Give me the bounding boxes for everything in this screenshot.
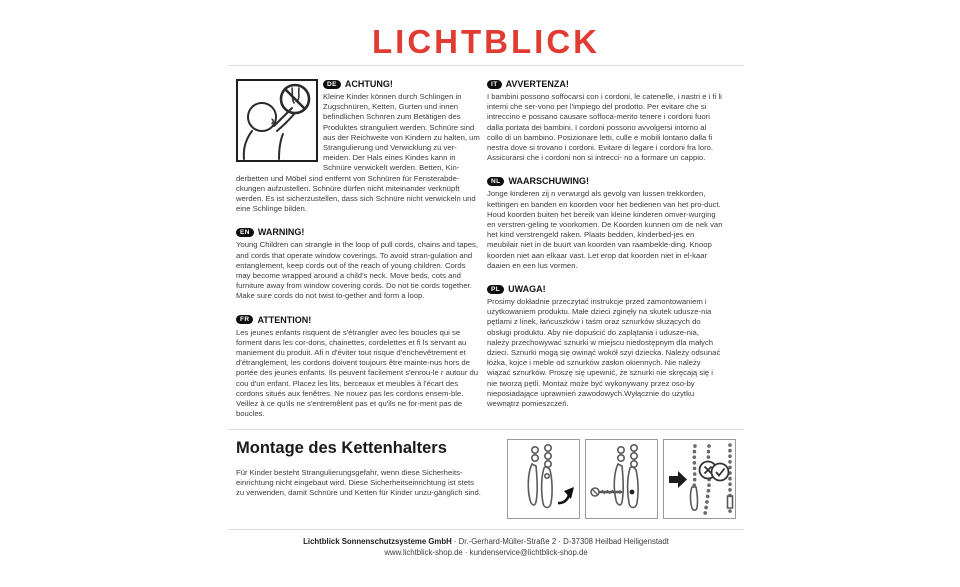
warning-heading-nl: WAARSCHUWING! xyxy=(508,176,589,187)
child-cord-prohibition-icon xyxy=(238,81,316,160)
warning-section-it xyxy=(487,79,723,163)
footer-address: · Dr.-Gerhard-Müller-Straße 2 · D-37308 Heilbad Heiligenstadt xyxy=(451,537,669,547)
warning-section-fr xyxy=(236,315,480,420)
header xyxy=(228,0,744,66)
warning-header-it xyxy=(487,79,723,89)
warning-header-de xyxy=(323,79,480,89)
lang-badge-it: IT xyxy=(487,80,502,89)
warnings-column-right xyxy=(487,79,723,409)
warning-heading-de: ACHTUNG! xyxy=(344,79,393,89)
lang-badge-nl: NL xyxy=(487,177,504,186)
document-page xyxy=(228,0,744,566)
warning-section-nl xyxy=(487,176,723,271)
chain-holder-screw-icon xyxy=(586,440,657,518)
warning-section-en xyxy=(236,227,480,301)
warning-body-pl: Prosimy dokładnie przeczytać instrukcje przed zamontowaniem i użytkowaniem produktu. Małe dzieci zginęły na skutek udusze-nia pętlami z linek, łańcuszków i taśm oraz sznurków służących do obsługi produktu. Aby nie dopuścić do zaplątania i udusze-nia, należy przechowywać sznurki w miejscu niedostępnym dla małych dzieci. Sznurki mogą się owinąć wokół szyi dziecka. Należy odsunać łóżka, kojce i meble od sznurków zasłon okiennych. Nie należy wiązać sznurków. Proszę się upewnić, że sznurki nie skręcają się i nie tworzą pętli. Montaż może być wykonywany przez oso-by nieposiadające uprawnień zawodowych.Wyłącznie do użytku wewnątrz pomieszczeń. xyxy=(487,297,721,409)
montage-steps xyxy=(507,439,736,519)
warning-body-de: Kleine Kinder können durch Schlingen in Zugschnüren, Ketten, Gurten und innen befindlichen Schnren zum Betätigen des Produktes stranguliert werden. Schnüre sind aus der Reichweite von Kindern zu halten, um Strangulierung und Verwicklung zu ver-meiden. Der Hals eines Kindes kann in Schnüre verwickelt werden. Betten, Kin-derbetten und Möbel sind entfernt von Schnüren für Fensterabde-ckungen aufzustellen. Schnüre dürfen nicht miteinander verknüpft werden. Es ist sicherzustellen, dass sich Schnüre nicht verwickeln und eine Schlinge bilden. xyxy=(236,92,480,214)
warning-body-fr: Les jeunes enfants risquent de s'étrangler avec les boucles qui se forment dans les cor-dons, chainettes, cordelettes et fi ls servant au maniement du produit. Afi n d'éviter tout risque d'enchevêtrement et d'étranglement, les cordons doivent toujours être mainte-nus hors de portée des jeunes enfants. Ils peuvent facilement s'enrou-le r autour du cou d'un enfant. Placez les lits, berceaux et meubles à l'écart des cordons situés aux fenêtres. Ne nouez pas les cordons ensem-ble. Veillez à ce qu'ils ne s'entremêlent pas et qu'ils ne for-ment pas de boucles. xyxy=(236,327,479,419)
warning-heading-it: AVVERTENZA! xyxy=(505,79,569,89)
montage-step-1 xyxy=(507,439,580,519)
footer xyxy=(228,530,744,566)
montage-step-2 xyxy=(585,439,658,519)
warning-section-de xyxy=(236,79,480,214)
montage-text xyxy=(236,439,481,498)
warnings-section xyxy=(228,66,744,419)
footer-company: Lichtblick Sonnenschutzsysteme GmbH xyxy=(303,537,452,547)
lang-badge-fr: FR xyxy=(236,315,253,324)
lichtblick-logo: LICHTBLICK xyxy=(372,23,600,60)
child-strangulation-warning-illustration xyxy=(236,79,318,162)
rotation-arrow-icon xyxy=(558,487,574,503)
warning-body-en: Young Children can strangle in the loop of pull cords, chains and tapes, and cords that operate window coverings. To avoid stran-gulation and entanglement, keep cords out of the reach of young children. Cords may become wrapped around a child's neck. Move beds, cots and furniture away from window covering cords. Do not tie cords together. Make sure cords do not twist to-gether and form a loop. xyxy=(236,240,479,301)
warning-heading-fr: ATTENTION! xyxy=(257,314,312,325)
warning-body-it: I bambini possono soffocarsi con i cordoni, le catenelle, i nastri e i fi li interni che ser-vono per l'impiego del prodotto. Per evitare che si intreccino e possano causare soffoca-mento tenere i cordoni fuori dalla portata dei bambini. I cordoni possono avvolgersi intorno al collo di un bambino. Posizionare letti, culle e mobili lontano dalla fi nestra dove si trovano i cordoni. Evitare di legare i cordoni fra loro. Assicurarsi che i cordoni non si intrecci- no a formare un cappio. xyxy=(487,92,722,163)
right-arrow-icon xyxy=(669,471,687,488)
warning-header-pl xyxy=(487,284,723,294)
warning-section-pl xyxy=(487,284,723,409)
warning-header-fr xyxy=(236,315,480,325)
lang-badge-pl: PL xyxy=(487,285,504,294)
warning-header-nl xyxy=(487,176,723,186)
footer-address-line xyxy=(228,536,744,547)
montage-body: Für Kinder besteht Strangulierungsgefahr, wenn diese Sicherheits-einrichtung nicht eingebaut wird. Diese Sicherheitseinrichtung ist stets zu verwenden, damit Schnüre und Ketten für Kinder unzu-gänglich sind. xyxy=(236,467,481,498)
warning-header-en xyxy=(236,227,480,237)
warning-body-nl: Jonge kinderen zij n verwurgd als gevolg van lussen trekkorden, kettingen en banden en koorden voor het bedienen van het pro-duct. Houd koorden buiten het bereik van kleine kinderen omver-wurging en verstren-geling te voorkomen. De Koorden kunnen om de nek van het kind verstrengeld raken. Plaats bedden, kinderbed-jes en meubilair niet in de buurt van koorden van raambekle-ding. Knoop koorden niet aan elkaar vast. Let erop dat koorden niet in el-kaar daaien en een lus vormen. xyxy=(487,189,723,270)
footer-contact-line: www.lichtblick-shop.de · kundenservice@lichtblick-shop.de xyxy=(384,548,588,558)
warnings-column-left xyxy=(236,79,480,419)
chain-tension-check-icon xyxy=(664,440,735,518)
screw-icon xyxy=(591,488,624,496)
lang-badge-de: DE xyxy=(323,80,341,89)
lang-badge-en: EN xyxy=(236,228,254,237)
check-mark-icon xyxy=(712,464,729,481)
warning-heading-pl: UWAGA! xyxy=(508,284,546,295)
montage-heading: Montage des Kettenhalters xyxy=(236,439,447,458)
montage-section xyxy=(228,430,744,519)
chain-holder-rotate-icon xyxy=(508,440,579,518)
warning-heading-en: WARNING! xyxy=(257,227,305,238)
screw-point-dot xyxy=(630,490,635,495)
montage-step-3 xyxy=(663,439,736,519)
